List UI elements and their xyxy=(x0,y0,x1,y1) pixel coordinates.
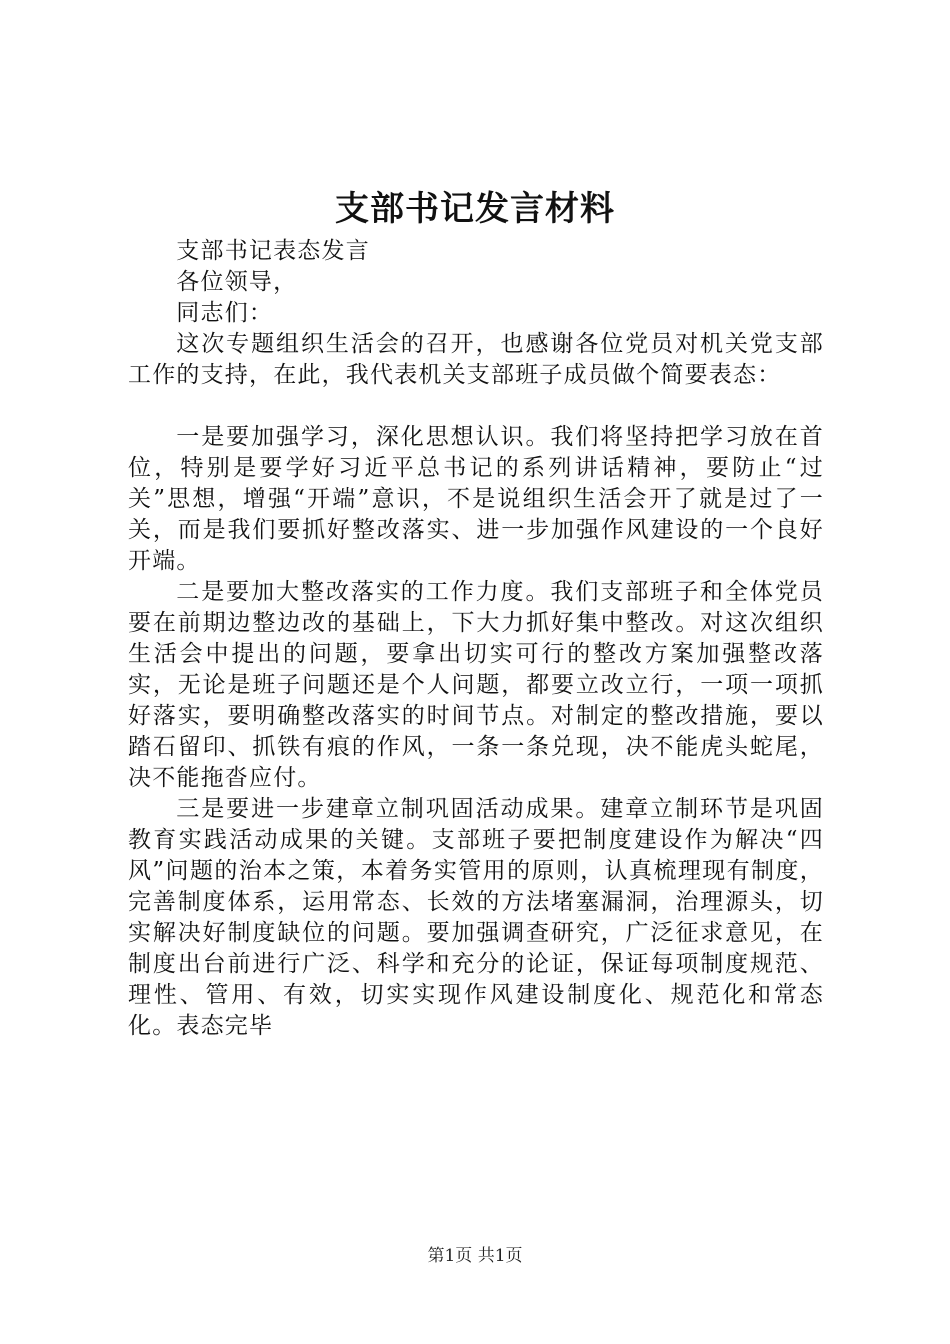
document-title: 支部书记发言材料 xyxy=(335,189,615,229)
paragraph-salutation-leaders: 各位领导， xyxy=(176,269,298,295)
paragraph-point-three: 三是要进一步建章立制巩固活动成果。建章立制环节是巩固教育实践活动成果的关键。支部班子要把制度建设作为解决“四风”问题的治本之策，本着务实管用的原则，认真梳理现有制度，完善制度体系，运用常态、长效的方法堵塞漏洞，治理源头，切实解决好制度缺位的问题。要加强调查研究，广泛征求意见，在制度出台前进行广泛、科学和充分的论证，保证每项制度规范、理性、管用、有效，切实实现作风建设制度化、规范化和常态化。表态完毕 xyxy=(128,796,824,1039)
document-body xyxy=(128,236,824,1042)
paragraph-point-one: 一是要加强学习，深化思想认识。我们将坚持把学习放在首位，特别是要学好习近平总书记的系列讲话精神，要防止“过关”思想，增强“开端”意识，不是说组织生活会开了就是过了一关，而是我们要抓好整改落实、进一步加强作风建设的一个良好开端。 xyxy=(128,424,824,574)
page-footer: 第1页 共1页 xyxy=(427,1246,523,1266)
paragraph-point-two: 二是要加大整改落实的工作力度。我们支部班子和全体党员要在前期边整边改的基础上，下大力抓好集中整改。对这次组织生活会中提出的问题，要拿出切实可行的整改方案加强整改落实，无论是班子问题还是个人问题，都要立改立行，一项一项抓好落实，要明确整改落实的时间节点。对制定的整改措施，要以踏石留印、抓铁有痕的作风，一条一条兑现，决不能虎头蛇尾，决不能拖沓应付。 xyxy=(128,579,824,791)
paragraph-heading: 支部书记表态发言 xyxy=(176,238,370,264)
paragraph-salutation-comrades: 同志们： xyxy=(176,300,274,326)
paragraph-intro: 这次专题组织生活会的召开，也感谢各位党员对机关党支部工作的支持，在此，我代表机关支部班子成员做个简要表态： xyxy=(128,331,824,388)
